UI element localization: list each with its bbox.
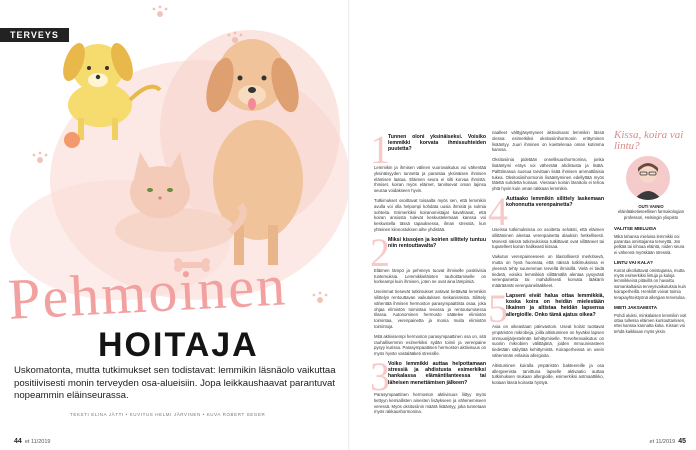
- expert-sidebar: [614, 130, 688, 334]
- question-block: [370, 353, 486, 399]
- question-number: 3: [370, 353, 390, 399]
- question-number: 1: [370, 127, 390, 172]
- magazine-issue: et 11/2019: [649, 439, 676, 445]
- question-block: [370, 127, 486, 172]
- body-text: Mitä aktiivisempi hermoston parasympaattinen osa on, sitä rauhallisemmin esimerkiksi sydän toimii ja verenpaine pysyy kurissa. Parasympaattinen hermoston aktiivisuus on myös hyvän vastalääketi stressille.: [374, 333, 486, 357]
- magazine-issue: et 11/2019: [24, 439, 51, 445]
- body-text: Parasympaattinen hermoston aktiivisuus liittyy myös tiettyyn kemiallisten ainesten lisäykseen ja vähenemiseen veressä. Myös oksitosiinin määrä lisääntyy, joka tunnetaan myös rakkaushormonina.: [374, 391, 486, 415]
- question-block: [488, 285, 604, 331]
- expert-portrait-icon: [626, 156, 670, 200]
- question-text: Lapseni eivät halua ottaa lemmikkiä, koska koira on heidän mielestään likainen ja altistaa heidän lapsensa allergioille. Onko tämä ajatus oikea?: [506, 292, 604, 318]
- avatar: [626, 156, 670, 200]
- question-text: Miksi kissojen ja koirien silittely tuntuu niin rentouttavalta?: [388, 236, 486, 249]
- question-text: Voiko lemmikki auttaa helpottamaan stressiä ja ahdistusta esimerkiksi hankalassa elämäntilanteessa tai läheisen menettämisen jälkeen?: [388, 360, 486, 386]
- body-text: Vaikutus verenpaineeseen on tilastollisesti merkitsevä, mutta on hyvä huomata, että näissä tutkimuksissa ei yleensä tehty suuremman tervellä ihmisillä. Vielä ei tiedä tiedetä, voisiko lemmikkiä silittämällä alentaa pysyvästi verenpainetta tai mahdollisesti korvata lääkärin määräämät verenpainelääkkeet.: [492, 254, 604, 289]
- body-text: Lemmikin ja ihmisen välinen vuorovaikutus voi vähentää yksinäisyyden tunnetta ja parantaa yksinäisen ihmisen elämisen laatua. Eläimen seura ei silti korvaa ihmistä. Ihmiset, koiran myös eläimet, tarvitsevat oman lajinsa seuraa voidakseen hyvin.: [374, 165, 486, 194]
- sidebar-heading: MIETI JAKSAMISTA: [614, 305, 658, 311]
- article-column-2: [488, 130, 604, 390]
- page-number: 45: [678, 438, 686, 445]
- sidebar-heading: VALITSE MIELUISA: [614, 226, 657, 232]
- body-text: Altistuminen koiralla ympäristön bakteereille ja osa allergeenista tarvittuna lapselle aktivaatio auttaa tutkimuksen mukaan allergioille, esimerkiksi astmaattikko, kotiaan lässä koirasta hyötyä.: [492, 362, 604, 386]
- sidebar-heading: LINTU VAI KALA?: [614, 260, 653, 266]
- body-text: Useimmat tiesevät tutkimukset antavat tiettävää lemmikin silittelyn rentouttavan vaikutuksen mekanismista. Silittely vähentää ihmisen hermoston parasympaattista osaa, joka ohjaa elimistön toimintaa levossa ja rentoutumisessa tilassa. Autonominen hermosto säätelee elimistön toimintaa, verenpainetta ja monia muita elimistön toimintoja.: [374, 289, 486, 329]
- body-text: Oksitosiinia pidetään onnellisuushormonina, jonka lisääntymi eräys voi vähentää ahdistusta ja lisätä. Paltttimasua suosua tarvitaan lisää ihmisen ammattilaisia tukea. Oksitosiinihormonin lisääntyminen edellyttää myös tätettä suhdetta koiraan. Vierasan koiran läsnäolo ei tehoa yhtä hyvin kuin oman rakkaan lemmikin.: [492, 157, 604, 192]
- article-column-1: [370, 127, 486, 419]
- body-text: Asia on oikeastaan päinvastoin. Useat koirat tuottavat ympäristön mikrobeja, joilla altistuminen on hyväksi lapsen immuunijärjestelmän kehittymiselle. Tervehenvaikutus on suoriin mikrobien välittäjänä, joiden mmuunivasteen tiedetään säilyttää kehittymistä. Koiraperheissä on usein vähemmän erilaisia allergioita.: [492, 323, 604, 358]
- question-number: 5: [488, 285, 508, 331]
- sidebar-text: Mikä tahansa mieluisa lemmikki voi parantaa omistajansa terveyttä. Jos pelkää tai inhoaa eläintä, niiden seura ei vähennä myöskään stressiä.: [614, 233, 685, 255]
- body-text: Tutkimukset osoittavat toisaalta myös sen, että lemmikin avulla voi olla helpompi kohdata uusia ihmisiä ja solmia suhteita. Esimerkiksi koiranomistajat kavahtavat, että koiran ansiosta tulevat keskustelemaan kanssa voi keskustella tässä tapauksessa, ilman stressiä, kun yhteinen kiinnostuksen aihe yhdistää.: [374, 197, 486, 232]
- body-text: Eläimen lämpö ja pehmeys tuovat ihmiselle positiivisia tuntemuksia. Lemmikkieläinten rauhoittamiselle on korkeampi kuin ihmisen, joten ne ovat aina lämpimiä.: [374, 267, 486, 285]
- section-tag: TERVEYS: [0, 28, 69, 42]
- sidebar-title: Kissa, koira vai lintu?: [614, 129, 684, 152]
- headline-main: HOITAJA: [98, 326, 259, 364]
- sidebar-text: Pohdi aluksi, minkälaisen lemmikin voit ottaa tullessa eläimen kuntouttamisen, ettei kanssa kannatta kotia. Kissan voi tehdä kaikkiaan myös yksin.: [614, 312, 687, 334]
- headline-script: Pehmoinen: [6, 252, 289, 332]
- credits: TEKSTI ELINA JÄTTI • KUVITUS HELMI JÄRVINEN • KUVA ROBERT SEGER: [70, 412, 266, 417]
- body-text: naalleet välttyjäsyntyneet aktivoituvat lemmikin lässä olessa: esimerkiksi oksitosiinihormonin erittyminen lisääntyy. Juuri ihminen on koettelenaa oman kotimma kanssa.: [492, 130, 604, 153]
- expert-name: OUTI VAINIO: [638, 204, 664, 209]
- question-number: 2: [370, 229, 390, 275]
- question-block: [488, 188, 604, 234]
- question-number: 4: [488, 188, 508, 234]
- page-number: 44: [14, 438, 22, 445]
- question-text: Tunnen oloni yksinäiseksi. Voisiko lemmikki korvata ihmissuhteiden puutetta?: [388, 134, 486, 153]
- footer-left: [14, 438, 50, 445]
- body-text: Useissa tutkimuksissa on osoitettu selvästi, että eläimen silittäminen alentaa verenpainetta alauksin hetkellisesti. Monesti näissä tutkimuksissa tutkittavat ovat silittäneet tai tuputelleet koiran hailkeasti kissaa.: [492, 226, 604, 250]
- question-block: [370, 229, 486, 275]
- footer-right: [650, 438, 686, 445]
- expert-role: eläinlääketieteellisen farmakologian professori, Helsingin yliopisto: [617, 209, 685, 220]
- lead-paragraph: Uskomatonta, mutta tutkimukset sen todistavat: lemmikin läsnäolo vaikuttaa positiivisesti monin terveyden osa-alueisiin. Jopa leikkaushaavat parantuvat nopeammin eläinseurassa.: [14, 365, 336, 401]
- sidebar-text: Koirat ulkoiluttavat omistajansa, mutta myös esimerkiksi lintuja ja kaloja lemmikkeinä pitävillä on havaittu samankaltaisia terveysvaikutuksia kuin koiraperheillä. Henkilöt voivat toimia terapiayhteistyönä allergian tervetuloa.: [614, 267, 686, 300]
- question-text: Auttaako lemmikin silittely laskemaan kohonnutta verenpainetta?: [506, 195, 604, 209]
